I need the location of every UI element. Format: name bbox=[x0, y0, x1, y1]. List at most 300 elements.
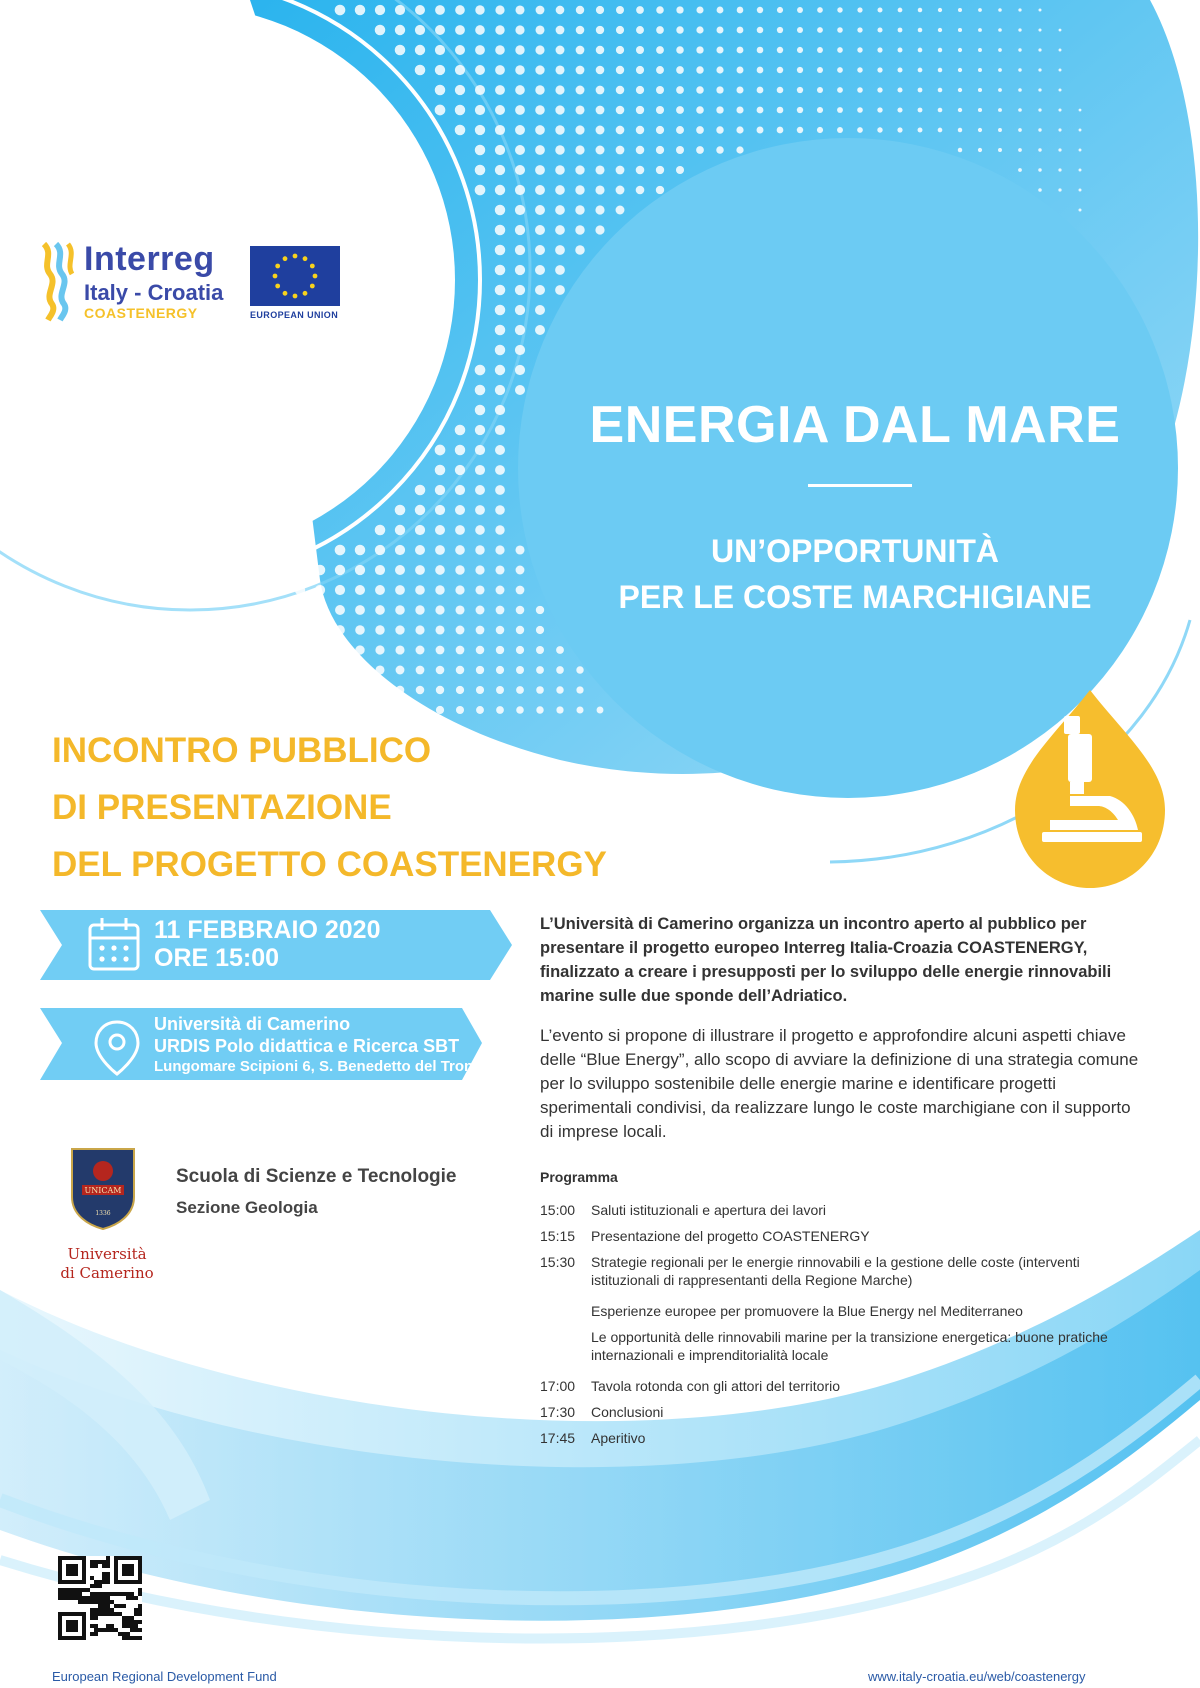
halftone-dot bbox=[556, 26, 565, 35]
program-activity: Conclusioni bbox=[591, 1404, 664, 1420]
halftone-dot bbox=[496, 606, 505, 615]
halftone-dot bbox=[475, 565, 484, 574]
halftone-dot bbox=[998, 148, 1002, 152]
program-time: 17:00 bbox=[540, 1378, 576, 1394]
halftone-dot bbox=[958, 88, 962, 92]
halftone-dot bbox=[495, 345, 505, 355]
halftone-dot bbox=[777, 127, 784, 134]
halftone-dot bbox=[495, 5, 504, 14]
heading-line2: DI PRESENTAZIONE bbox=[52, 788, 392, 827]
halftone-dot bbox=[475, 365, 486, 376]
halftone-dot bbox=[535, 305, 545, 315]
halftone-dot bbox=[555, 245, 565, 255]
program-activity: Tavola rotonda con gli attori del territorio bbox=[591, 1378, 841, 1394]
halftone-dot bbox=[556, 646, 564, 654]
halftone-dot bbox=[536, 6, 545, 15]
halftone-dot bbox=[1018, 8, 1021, 11]
halftone-dot bbox=[636, 6, 644, 14]
halftone-dot bbox=[837, 67, 843, 73]
halftone-dot bbox=[938, 88, 943, 93]
halftone-dot bbox=[495, 145, 505, 155]
halftone-dot bbox=[676, 46, 684, 54]
halftone-dot bbox=[777, 47, 783, 53]
halftone-dot bbox=[455, 425, 466, 436]
halftone-dot bbox=[878, 8, 883, 13]
halftone-dot bbox=[375, 645, 384, 654]
halftone-dot bbox=[817, 87, 823, 93]
event-date: 11 FEBBRAIO 2020 bbox=[154, 916, 381, 944]
halftone-dot bbox=[596, 106, 605, 115]
halftone-dot bbox=[877, 47, 882, 52]
halftone-dot bbox=[456, 646, 465, 655]
halftone-dot bbox=[837, 87, 843, 93]
halftone-dot bbox=[495, 445, 505, 455]
eu-star bbox=[273, 274, 278, 279]
halftone-dot bbox=[315, 665, 324, 674]
halftone-dot bbox=[1018, 108, 1022, 112]
halftone-dot bbox=[535, 45, 544, 54]
halftone-dot bbox=[535, 65, 544, 74]
halftone-dot bbox=[535, 225, 545, 235]
halftone-dot bbox=[295, 565, 306, 576]
halftone-dot bbox=[576, 6, 584, 14]
hero-title: ENERGIA DAL MARE bbox=[589, 396, 1121, 454]
halftone-dot bbox=[575, 125, 584, 134]
eu-star bbox=[313, 274, 318, 279]
halftone-dot bbox=[435, 5, 445, 15]
halftone-dot bbox=[958, 8, 962, 12]
halftone-dot bbox=[495, 365, 505, 375]
halftone-dot bbox=[455, 45, 465, 55]
qr-code[interactable] bbox=[58, 1556, 142, 1640]
halftone-dot bbox=[495, 285, 506, 296]
halftone-dot bbox=[938, 128, 943, 133]
halftone-dot bbox=[476, 686, 484, 694]
halftone-dot bbox=[475, 105, 485, 115]
halftone-dot bbox=[596, 46, 604, 54]
halftone-dot bbox=[1058, 148, 1061, 151]
halftone-dot bbox=[736, 146, 743, 153]
halftone-dot bbox=[595, 165, 604, 174]
halftone-dot bbox=[817, 27, 823, 33]
halftone-dot bbox=[817, 107, 823, 113]
halftone-dot bbox=[515, 385, 525, 395]
halftone-dot bbox=[616, 6, 624, 14]
halftone-dot bbox=[736, 106, 743, 113]
halftone-dot bbox=[295, 645, 305, 655]
halftone-dot bbox=[515, 125, 525, 135]
halftone-dot bbox=[716, 146, 724, 154]
halftone-dot bbox=[1059, 29, 1062, 32]
halftone-dot bbox=[395, 545, 405, 555]
halftone-dot bbox=[515, 545, 524, 554]
eu-flag-icon bbox=[250, 246, 340, 306]
program-activity: Aperitivo bbox=[591, 1430, 646, 1446]
halftone-dot bbox=[877, 127, 882, 132]
halftone-dot bbox=[456, 666, 464, 674]
halftone-dot bbox=[1018, 28, 1021, 31]
halftone-dot bbox=[797, 47, 803, 53]
halftone-dot bbox=[515, 365, 525, 375]
halftone-dot bbox=[495, 525, 504, 534]
halftone-dot bbox=[435, 525, 445, 535]
halftone-dot bbox=[656, 6, 664, 14]
halftone-dot bbox=[375, 565, 385, 575]
halftone-dot bbox=[998, 8, 1002, 12]
halftone-dot bbox=[535, 205, 545, 215]
halftone-dot bbox=[435, 585, 444, 594]
halftone-dot bbox=[476, 626, 485, 635]
halftone-dot bbox=[898, 28, 903, 33]
halftone-dot bbox=[817, 127, 823, 133]
halftone-dot bbox=[515, 285, 525, 295]
halftone-dot bbox=[396, 686, 405, 695]
halftone-dot bbox=[475, 465, 485, 475]
halftone-dot bbox=[616, 186, 625, 195]
halftone-dot bbox=[336, 686, 345, 695]
halftone-dot bbox=[395, 605, 405, 615]
halftone-dot bbox=[556, 666, 564, 674]
halftone-dot bbox=[1078, 208, 1081, 211]
school-name: Scuola di Scienze e Tecnologie bbox=[176, 1166, 457, 1187]
halftone-dot bbox=[296, 706, 305, 715]
halftone-dot bbox=[495, 245, 506, 256]
halftone-dot bbox=[395, 565, 405, 575]
halftone-dot bbox=[355, 645, 364, 654]
halftone-dot bbox=[415, 485, 426, 496]
halftone-dot bbox=[356, 706, 365, 715]
halftone-dot bbox=[535, 25, 544, 34]
halftone-dot bbox=[918, 128, 923, 133]
halftone-dot bbox=[877, 27, 882, 32]
event-heading bbox=[52, 722, 752, 893]
interreg-wordmark: Interreg bbox=[84, 240, 215, 278]
halftone-dot bbox=[696, 146, 704, 154]
halftone-dot bbox=[757, 87, 764, 94]
halftone-dot bbox=[737, 27, 744, 34]
halftone-dot bbox=[475, 5, 484, 14]
halftone-dot bbox=[837, 127, 843, 133]
halftone-dot bbox=[978, 28, 982, 32]
halftone-dot bbox=[475, 445, 485, 455]
interreg-waves-icon bbox=[40, 242, 76, 322]
halftone-dot bbox=[737, 7, 744, 14]
halftone-dot bbox=[656, 146, 664, 154]
unicam-seal-text: UNICAM bbox=[84, 1186, 122, 1195]
halftone-dot bbox=[435, 65, 445, 75]
halftone-dot bbox=[837, 7, 842, 12]
halftone-dot bbox=[535, 145, 545, 155]
halftone-dot bbox=[355, 565, 365, 575]
halftone-dot bbox=[416, 706, 424, 714]
halftone-dot bbox=[475, 85, 485, 95]
halftone-dot bbox=[817, 47, 823, 53]
halftone-dot bbox=[717, 7, 724, 14]
halftone-dot bbox=[416, 686, 425, 695]
halftone-dot bbox=[375, 5, 385, 15]
halftone-dot bbox=[877, 87, 882, 92]
halftone-dot bbox=[575, 145, 584, 154]
halftone-dot bbox=[938, 108, 943, 113]
halftone-dot bbox=[355, 625, 365, 635]
halftone-dot bbox=[737, 47, 744, 54]
halftone-dot bbox=[576, 666, 583, 673]
halftone-dot bbox=[978, 148, 982, 152]
halftone-dot bbox=[316, 706, 325, 715]
halftone-dot bbox=[616, 126, 625, 135]
eu-star bbox=[283, 291, 288, 296]
halftone-dot bbox=[716, 86, 723, 93]
halftone-dot bbox=[415, 45, 425, 55]
halftone-dot bbox=[475, 185, 486, 196]
halftone-dot bbox=[998, 128, 1002, 132]
halftone-dot bbox=[918, 48, 923, 53]
eu-star bbox=[310, 284, 315, 289]
halftone-dot bbox=[515, 225, 525, 235]
halftone-dot bbox=[435, 445, 446, 456]
halftone-dot bbox=[496, 686, 504, 694]
halftone-dot bbox=[555, 285, 565, 295]
halftone-dot bbox=[475, 585, 484, 594]
halftone-dot bbox=[817, 67, 823, 73]
halftone-dot bbox=[495, 385, 505, 395]
halftone-dot bbox=[1038, 88, 1041, 91]
halftone-dot bbox=[495, 165, 505, 175]
halftone-dot bbox=[476, 606, 485, 615]
halftone-dot bbox=[516, 666, 524, 674]
halftone-dot bbox=[376, 706, 385, 715]
halftone-dot bbox=[857, 7, 862, 12]
halftone-dot bbox=[555, 265, 565, 275]
halftone-dot bbox=[495, 225, 506, 236]
halftone-dot bbox=[1038, 48, 1041, 51]
program-time: 15:00 bbox=[540, 1202, 576, 1218]
halftone-dot bbox=[857, 107, 863, 113]
halftone-dot bbox=[757, 27, 764, 34]
unicam-name bbox=[52, 1245, 162, 1283]
halftone-dot bbox=[555, 85, 564, 94]
halftone-dot bbox=[616, 86, 624, 94]
halftone-dot bbox=[857, 47, 862, 52]
halftone-dot bbox=[455, 445, 465, 455]
halftone-dot bbox=[595, 185, 604, 194]
halftone-dot bbox=[335, 625, 345, 635]
halftone-dot bbox=[295, 605, 305, 615]
halftone-dot bbox=[415, 605, 424, 614]
halftone-dot bbox=[455, 105, 465, 115]
halftone-dot bbox=[636, 186, 645, 195]
halftone-dot bbox=[455, 605, 464, 614]
halftone-dot bbox=[1058, 168, 1061, 171]
halftone-dot bbox=[535, 125, 545, 135]
halftone-dot bbox=[998, 88, 1002, 92]
halftone-dot bbox=[375, 585, 385, 595]
halftone-dot bbox=[315, 625, 325, 635]
halftone-dot bbox=[515, 305, 525, 315]
heading-line1: INCONTRO PUBBLICO bbox=[52, 731, 432, 770]
halftone-dot bbox=[1018, 88, 1022, 92]
halftone-dot bbox=[555, 105, 564, 114]
program-name: Italy - Croatia bbox=[84, 280, 224, 305]
halftone-dot bbox=[416, 646, 425, 655]
halftone-dot bbox=[696, 86, 704, 94]
halftone-dot bbox=[515, 85, 525, 95]
eu-star bbox=[275, 264, 280, 269]
halftone-dot bbox=[515, 165, 525, 175]
halftone-dot bbox=[918, 68, 923, 73]
halftone-dot bbox=[555, 205, 565, 215]
program-activity: Le opportunità delle rinnovabili marine per la transizione energetica: buone pratiche internazionali e imprenditorialità locale bbox=[591, 1329, 1108, 1363]
halftone-dot bbox=[757, 47, 764, 54]
halftone-dot bbox=[455, 125, 466, 136]
halftone-dot bbox=[495, 425, 505, 435]
halftone-dot bbox=[595, 205, 604, 214]
halftone-dot bbox=[1079, 109, 1082, 112]
footer-website-link[interactable]: www.italy-croatia.eu/web/coastenergy bbox=[868, 1669, 1086, 1684]
halftone-dot bbox=[857, 27, 862, 32]
unicam-name-line2: di Camerino bbox=[60, 1264, 154, 1282]
halftone-dot bbox=[435, 565, 445, 575]
halftone-dot bbox=[1038, 108, 1041, 111]
halftone-dot bbox=[636, 106, 644, 114]
halftone-dot bbox=[515, 345, 525, 355]
halftone-dot bbox=[696, 126, 704, 134]
halftone-dot bbox=[436, 666, 445, 675]
halftone-dot bbox=[1038, 28, 1041, 31]
halftone-dot bbox=[616, 26, 624, 34]
halftone-dot bbox=[355, 605, 365, 615]
halftone-dot bbox=[817, 7, 823, 13]
halftone-dot bbox=[395, 5, 405, 15]
halftone-dot bbox=[495, 545, 504, 554]
halftone-dot bbox=[555, 145, 564, 154]
halftone-dot bbox=[676, 106, 684, 114]
halftone-dot bbox=[515, 245, 525, 255]
halftone-dot bbox=[475, 65, 485, 75]
section-name: Sezione Geologia bbox=[176, 1198, 318, 1217]
event-datetime bbox=[154, 916, 381, 972]
halftone-dot bbox=[375, 25, 386, 36]
halftone-dot bbox=[495, 325, 506, 336]
event-place-line2: URDIS Polo didattica e Ricerca SBT bbox=[154, 1036, 460, 1056]
halftone-dot bbox=[475, 405, 485, 415]
hero-subtitle bbox=[560, 528, 1150, 620]
halftone-dot bbox=[516, 566, 525, 575]
eu-star bbox=[310, 264, 315, 269]
halftone-dot bbox=[475, 425, 485, 435]
project-name: COASTENERGY bbox=[84, 305, 198, 321]
halftone-dot bbox=[897, 107, 902, 112]
halftone-dot bbox=[375, 605, 385, 615]
halftone-dot bbox=[395, 525, 405, 535]
halftone-dot bbox=[596, 26, 604, 34]
halftone-dot bbox=[436, 686, 444, 694]
halftone-dot bbox=[495, 305, 506, 316]
halftone-dot bbox=[415, 545, 425, 555]
halftone-dot bbox=[496, 586, 505, 595]
halftone-dot bbox=[515, 145, 525, 155]
halftone-dot bbox=[455, 565, 464, 574]
hero-subtitle-line2: PER LE COSTE MARCHIGIANE bbox=[618, 579, 1092, 615]
halftone-dot bbox=[918, 28, 923, 33]
halftone-dot bbox=[335, 645, 344, 654]
halftone-dot bbox=[636, 26, 644, 34]
halftone-dot bbox=[1058, 88, 1061, 91]
halftone-dot bbox=[1079, 149, 1082, 152]
halftone-dot bbox=[315, 565, 326, 576]
event-time: ORE 15:00 bbox=[154, 944, 280, 972]
halftone-dot bbox=[396, 666, 405, 675]
halftone-dot bbox=[575, 165, 584, 174]
halftone-dot bbox=[656, 86, 664, 94]
halftone-dot bbox=[576, 686, 583, 693]
halftone-dot bbox=[295, 625, 305, 635]
halftone-dot bbox=[495, 185, 505, 195]
halftone-dot bbox=[495, 205, 505, 215]
halftone-dot bbox=[676, 126, 684, 134]
halftone-dot bbox=[978, 108, 982, 112]
halftone-dot bbox=[938, 48, 942, 52]
halftone-dot bbox=[857, 127, 863, 133]
halftone-dot bbox=[1018, 148, 1022, 152]
halftone-dot bbox=[676, 86, 684, 94]
halftone-dot bbox=[395, 625, 404, 634]
halftone-dot bbox=[918, 8, 923, 13]
halftone-dot bbox=[496, 666, 504, 674]
halftone-dot bbox=[736, 126, 743, 133]
halftone-dot bbox=[576, 26, 585, 35]
program-time: 15:15 bbox=[540, 1228, 576, 1244]
halftone-dot bbox=[475, 485, 485, 495]
halftone-dot bbox=[958, 28, 962, 32]
program-activity: Presentazione del progetto COASTENERGY bbox=[591, 1228, 870, 1244]
halftone-dot bbox=[757, 107, 764, 114]
halftone-dot bbox=[475, 125, 485, 135]
halftone-dot bbox=[415, 25, 425, 35]
halftone-dot bbox=[616, 66, 624, 74]
halftone-dot bbox=[496, 626, 505, 635]
halftone-dot bbox=[335, 585, 345, 595]
halftone-dot bbox=[415, 585, 425, 595]
halftone-dot bbox=[415, 565, 425, 575]
halftone-dot bbox=[375, 625, 384, 634]
halftone-dot bbox=[435, 25, 445, 35]
halftone-dot bbox=[898, 8, 903, 13]
halftone-dot bbox=[475, 545, 484, 554]
halftone-dot bbox=[355, 665, 364, 674]
halftone-dot bbox=[315, 645, 325, 655]
halftone-dot bbox=[575, 245, 585, 255]
halftone-dot bbox=[495, 265, 506, 276]
halftone-dot bbox=[455, 505, 465, 515]
halftone-dot bbox=[455, 525, 465, 535]
halftone-dot bbox=[515, 185, 525, 195]
halftone-dot bbox=[495, 485, 505, 495]
halftone-dot bbox=[696, 6, 703, 13]
halftone-dot bbox=[455, 25, 465, 35]
halftone-dot bbox=[1038, 168, 1041, 171]
halftone-dot bbox=[475, 165, 486, 176]
halftone-dot bbox=[797, 27, 803, 33]
halftone-dot bbox=[435, 505, 445, 515]
halftone-dot bbox=[797, 7, 803, 13]
unicam-seal-logo bbox=[68, 1145, 138, 1231]
halftone-dot bbox=[536, 626, 544, 634]
halftone-dot bbox=[295, 665, 304, 674]
halftone-dot bbox=[978, 48, 982, 52]
eu-label: EUROPEAN UNION bbox=[250, 310, 339, 320]
halftone-dot bbox=[495, 45, 505, 55]
